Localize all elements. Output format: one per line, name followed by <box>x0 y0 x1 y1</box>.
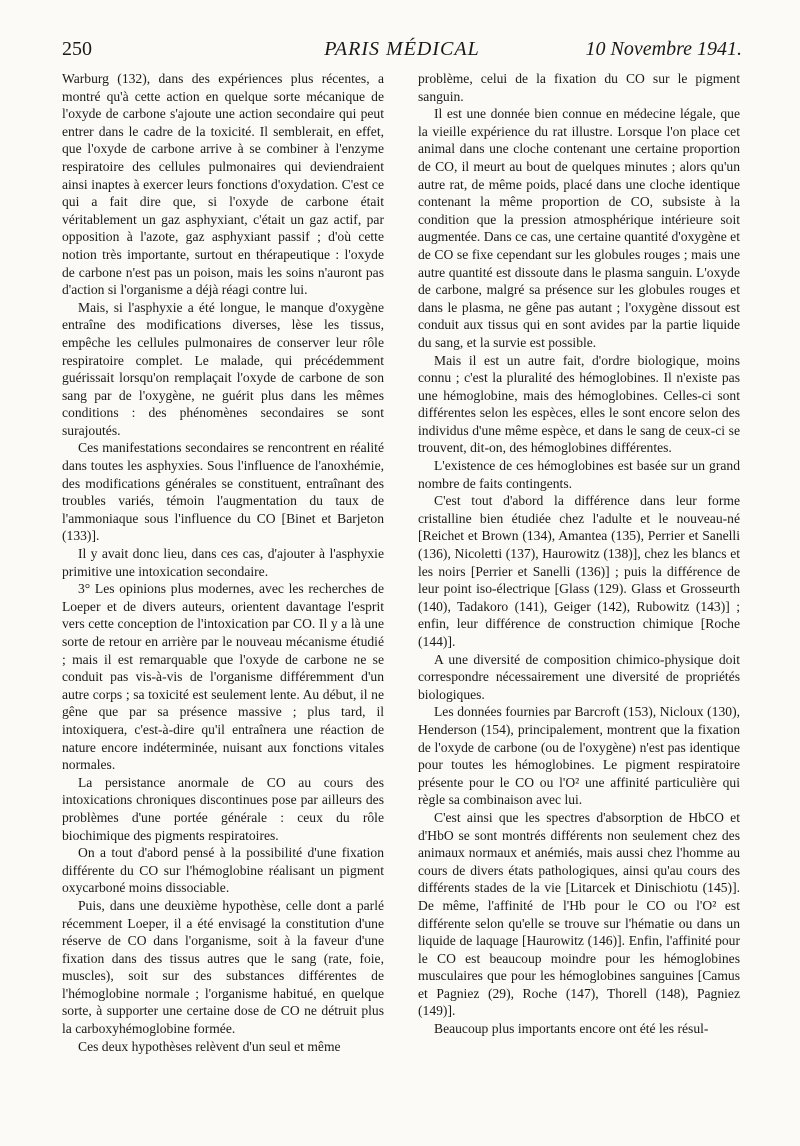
article-body <box>62 70 742 1140</box>
paragraph: C'est tout d'abord la différence dans leur forme cristalline bien étudiée chez l'adulte et le nouveau-né [Reichet et Brown (134), Amantea (135), Perrier et Sanelli (136), Nicoletti (137), Haurowitz (138)], chez les blancs et les noirs [Perrier et Sanelli (136)] ; puis la différence de leur point iso-électrique [Glass (129). Glass et Grosseurth (140), Tadakoro (141), Geiger (142), Rubowitz (143)] ; enfin, leur différence de construction chimique [Roche (144)]. <box>418 493 740 649</box>
paragraph: Mais il est un autre fait, d'ordre biologique, moins connu ; c'est la pluralité des hémoglobines. Il n'existe pas une hémoglobine, mais des hémoglobines. Celles-ci sont différentes selon les espèces, elles le sont encore selon des individus d'une même espèce, et dans le sang de ceux-ci se trouvent, dit-on, des hémoglobines différentes. <box>418 352 740 456</box>
paragraph: Il y avait donc lieu, dans ces cas, d'ajouter à l'asphyxie primitive une intoxication secondaire. <box>62 546 384 579</box>
right-column <box>418 70 740 1038</box>
page-number: 250 <box>62 38 92 60</box>
paragraph: La persistance anormale de CO au cours des intoxications chroniques discontinues pose par ailleurs des problèmes d'une portée générale : ceux du rôle biochimique des pigments respiratoires. <box>62 774 384 843</box>
paragraph: A une diversité de composition chimico-physique doit correspondre nécessairement une diversité de propriétés biologiques. <box>418 651 740 702</box>
paragraph: Ces manifestations secondaires se rencontrent en réalité dans toutes les asphyxies. Sous l'influence de l'anoxhémie, des modifications générales se constituent, entraînant des troubles variés, témoin l'augmentation du taux de l'ammoniaque sous l'influence du CO [Binet et Barjeton (133)]. <box>62 440 384 544</box>
paragraph: Les données fournies par Barcroft (153), Nicloux (130), Henderson (154), principalement, montrent que la fixation de l'oxyde de carbone (ou de l'oxygène) n'est pas identique pour toutes les hémoglobines. Le pigment respiratoire présente pour le CO ou l'O² une affinité particulière qui règle sa combinaison avec lui. <box>418 704 740 808</box>
paragraph: Mais, si l'asphyxie a été longue, le manque d'oxygène entraîne des modifications diverses, lèse les tissus, empêche les cellules pulmonaires de conserver leur rôle respiratoire complet. Le malade, qui précédemment guérissait lorsqu'on remplaçait l'oxyde de carbone de son sang par de l'oxygène, ne guérit plus dans les mêmes conditions : des phénomènes secondaires se sont surajoutés. <box>62 299 384 438</box>
paragraph: Puis, dans une deuxième hypothèse, celle dont a parlé récemment Loeper, il a été envisagé la constitution d'une réserve de CO dans l'organisme, soit à la faveur d'une fixation dans des tissus autres que le sang (rate, foie, muscles), soit sur des substances différentes de l'hémoglobine normale ; l'organisme habitué, en quelque sorte, à supporter une certaine dose de CO ne détruit plus la carboxyhémoglobine formée. <box>62 897 384 1037</box>
paragraph: Il est une donnée bien connue en médecine légale, que la vieille expérience du rat illustre. Lorsque l'on place cet animal dans une cloche contenant une certaine proportion de CO, il meurt au bout de quelques minutes ; alors qu'un autre rat, de même poids, placé dans une cloche identique contenant la même proportion de CO, subsiste à la condition que la pression atmosphérique intérieure soit augmentée. Dans ce cas, une certaine quantité d'oxygène et de CO se fixe cependant sur les globules rouges ; mais une autre quantité est dissoute dans le plasma sanguin. L'oxyde de carbone, malgré sa présence sur les globules rouges et dans le plasma, ne gêne pas autant ; l'oxygène dissout est conduit aux tissus qui en sont avides par la partie liquide du sang, et la survie est possible. <box>418 106 740 350</box>
paragraph: Ces deux hypothèses relèvent d'un seul et même <box>78 1038 341 1054</box>
paragraph: problème, celui de la fixation du CO sur le pigment sanguin. <box>418 71 740 104</box>
paragraph: 3° Les opinions plus modernes, avec les recherches de Loeper et de divers auteurs, orientent davantage l'esprit vers cette conception de l'intoxication par CO. Il y a là une sorte de retour en arrière par le nouveau mécanisme étudié ; mais il est remarquable que l'oxyde de carbone ne se conduit pas vis-à-vis de l'organisme différemment d'un autre corps ; sa toxicité est seulement lente. Au début, il ne gêne que par sa présence massive ; plus tard, il intoxiquera, c'est-à-dire qu'il entraînera une réaction de nature encore indéterminée, nuisant aux fonctions vitales normales. <box>62 581 384 773</box>
paragraph: L'existence de ces hémoglobines est basée sur un grand nombre de faits contingents. <box>418 458 740 491</box>
paragraph: Beaucoup plus importants encore ont été les résul- <box>434 1021 709 1037</box>
paragraph: On a tout d'abord pensé à la possibilité d'une fixation différente du CO sur l'hémoglobine réalisant un pigment oxycarboné moins dissociable. <box>62 845 384 896</box>
paragraph: Warburg (132), dans des expériences plus récentes, a montré qu'à cette action en quelque sorte mécanique de l'oxyde de carbone s'ajoute une action secondaire qui peut entrer dans le cadre de la toxicité. Il semblerait, en effet, que l'oxyde de carbone arrive à se combiner à l'enzyme respiratoire des cellules pulmonaires qui deviendraient ainsi inaptes à exercer leurs fonctions d'oxydation. C'est ce qui a fait dire que, si l'oxyde de carbone était véritablement un gaz asphyxiant, c'était un gaz actif, par opposition à l'azote, gaz asphyxiant passif ; d'où cette notion très importante, surtout en thérapeutique : l'oxyde de carbone n'est pas un poison, mais les soins n'auront pas d'action si l'organisme a déjà réagi contre lui. <box>62 71 384 298</box>
paragraph: C'est ainsi que les spectres d'absorption de HbCO et d'HbO se sont montrés différents non seulement chez des animaux normaux et anémiés, mais aussi chez l'homme au cours de divers états pathologiques, ainsi qu'au cours des différents stades de la vie [Litarcek et Dinischiotu (145)]. De même, l'affinité de l'Hb pour le CO ou l'O² est différente selon qu'elle se trouve sur l'hématie ou dans un liquide de laquage [Haurowitz (146)]. Enfin, l'affinité pour le CO est beaucoup moindre pour les hémoglobines musculaires que pour les hémoglobines sanguines [Camus et Pagniez (29), Roche (147), Thorell (148), Pagniez (149)]. <box>418 809 740 1019</box>
journal-title: PARIS MÉDICAL <box>324 38 480 60</box>
left-column <box>62 70 384 1055</box>
page-header <box>62 38 742 68</box>
issue-date: 10 Novembre 1941. <box>585 38 742 60</box>
